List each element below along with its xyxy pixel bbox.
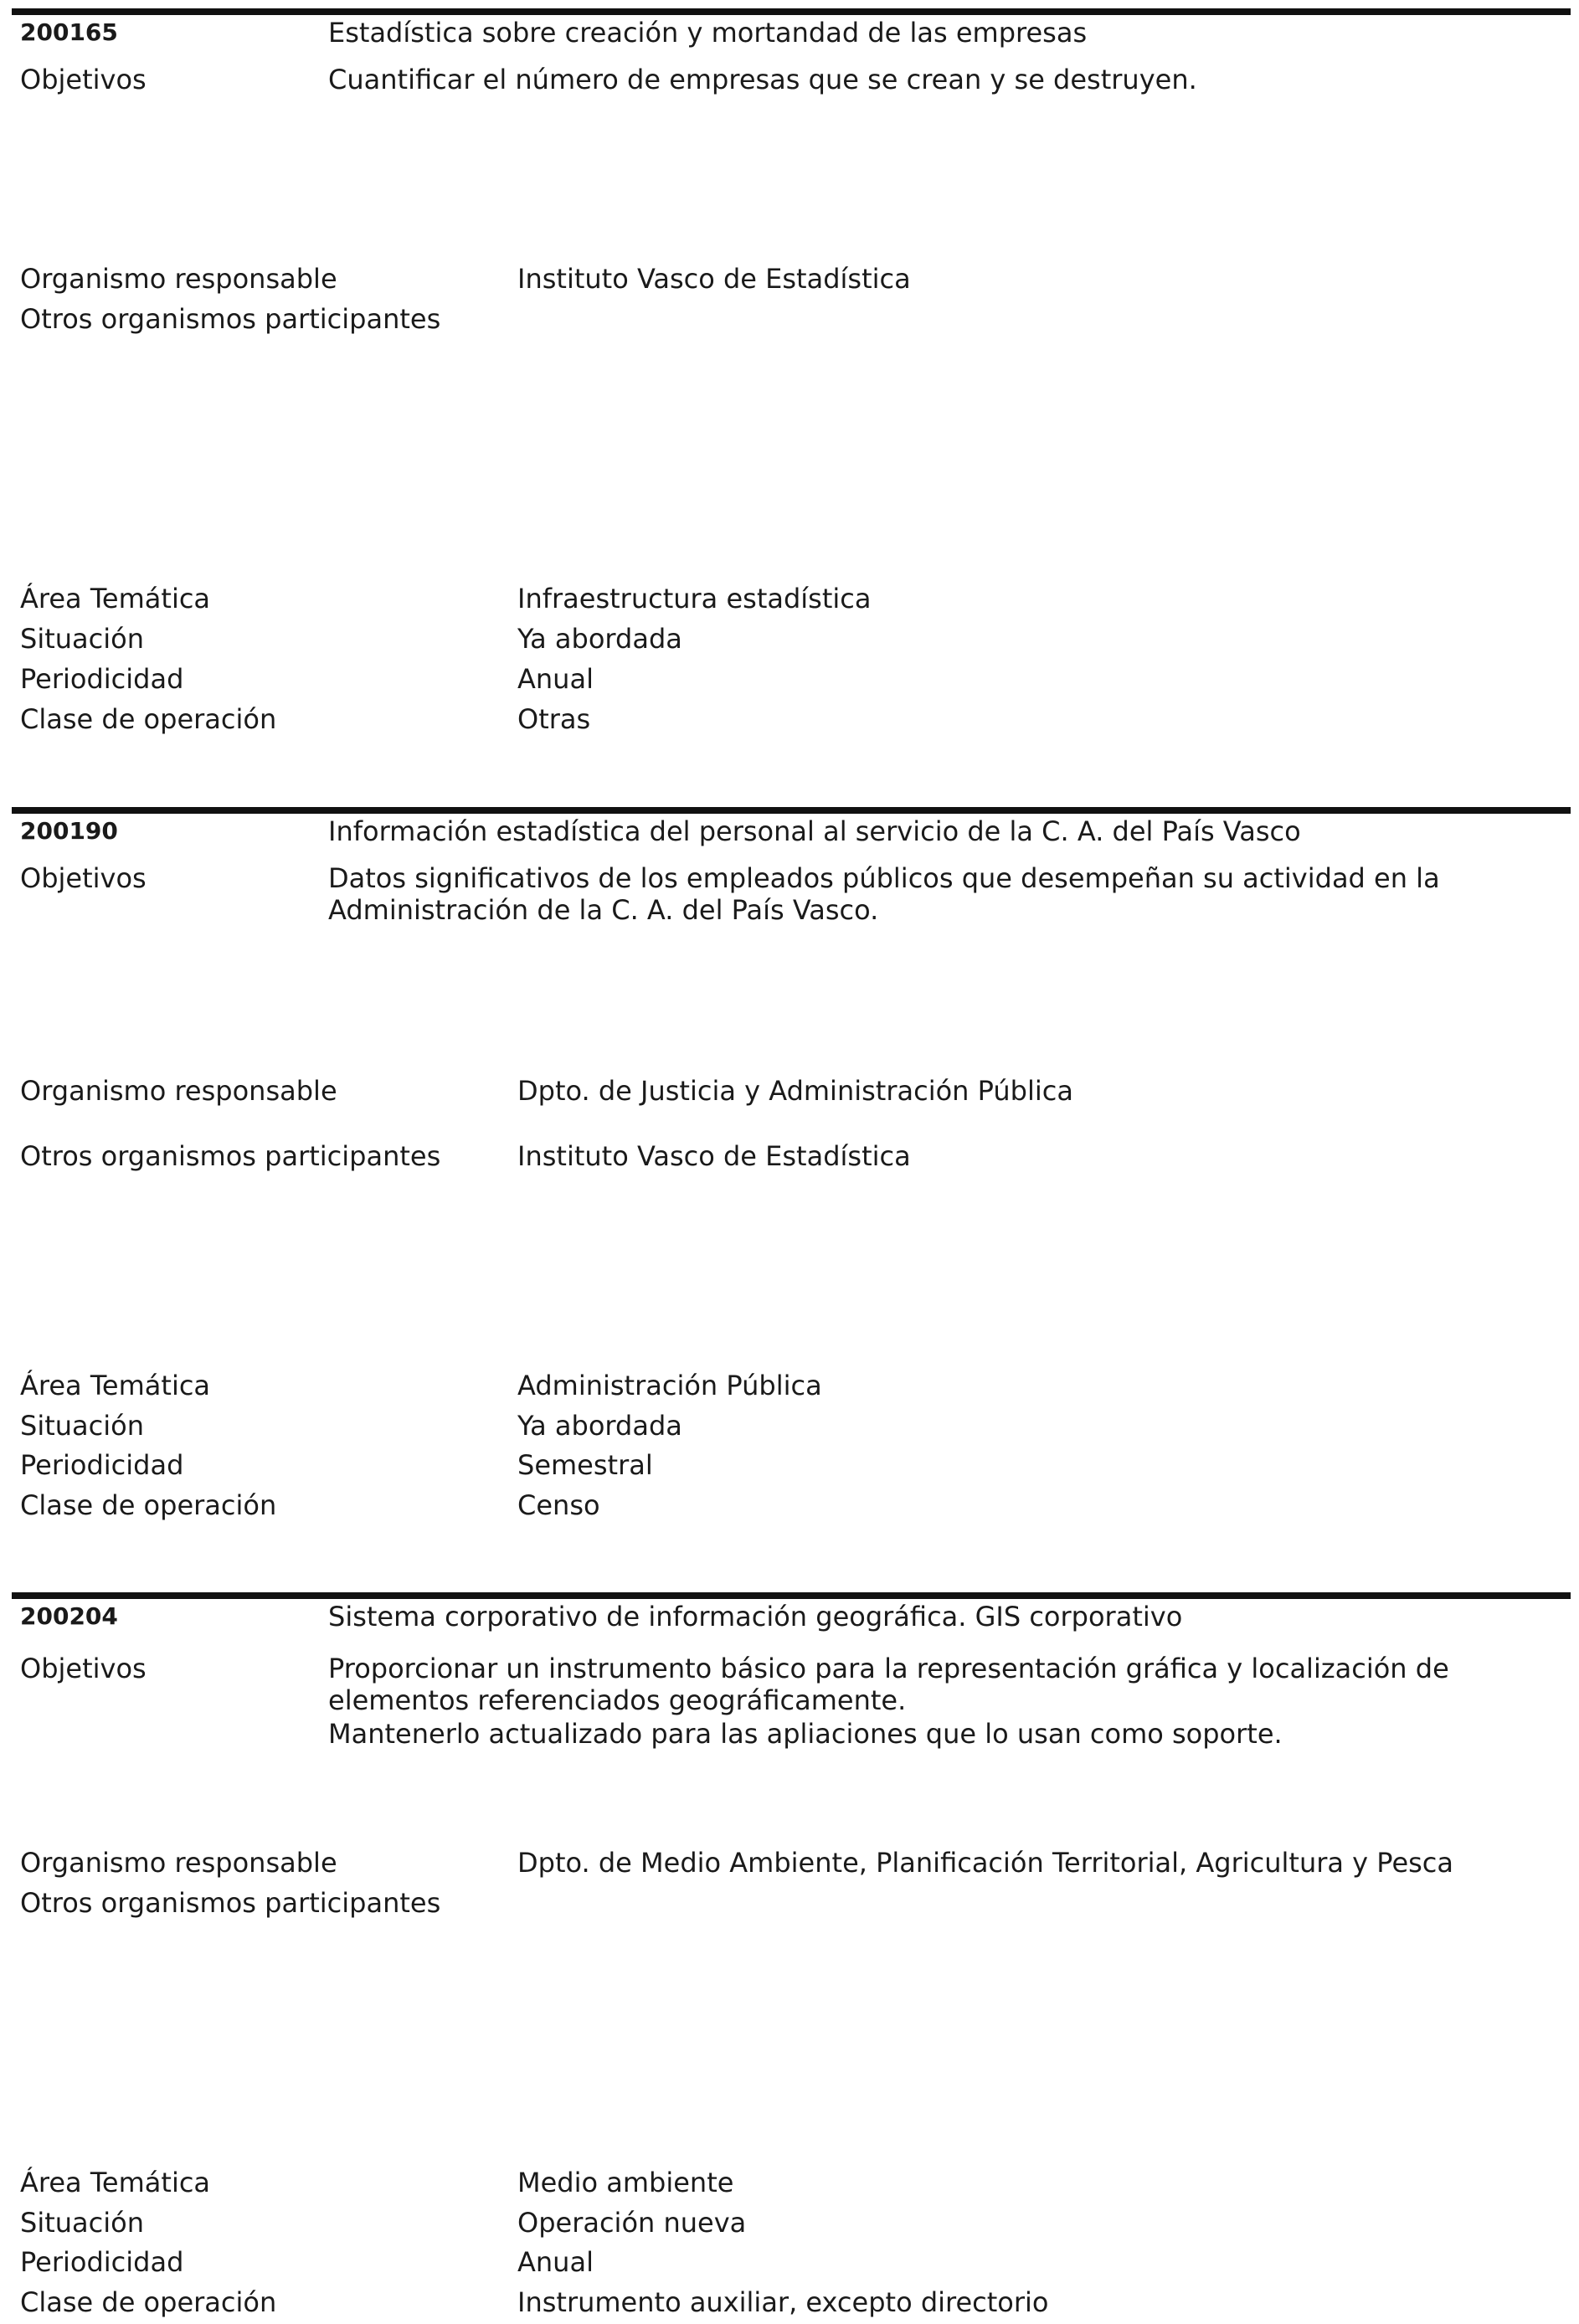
situacion-value: Ya abordada <box>517 1410 682 1442</box>
clase-label: Clase de operación <box>20 1489 277 1521</box>
record-code: 200165 <box>20 18 118 46</box>
organismo-label: Organismo responsable <box>20 1847 337 1879</box>
clase-label: Clase de operación <box>20 703 277 735</box>
record-title: Estadística sobre creación y mortandad de las empresas <box>328 17 1088 49</box>
objetivos-text: Mantenerlo actualizado para las apliaciones que lo usan como soporte. <box>328 1718 1283 1750</box>
periodicidad-value: Anual <box>517 2246 594 2278</box>
objetivos-text: Proporcionar un instrumento básico para la representación gráfica y localización de <box>328 1653 1449 1684</box>
situacion-label: Situación <box>20 623 144 655</box>
area-label: Área Temática <box>20 2167 211 2198</box>
situacion-value: Ya abordada <box>517 623 682 655</box>
clase-value: Instrumento auxiliar, excepto directorio <box>517 2286 1049 2318</box>
record-title: Sistema corporativo de información geográfica. GIS corporativo <box>328 1601 1183 1632</box>
objetivos-text: Cuantificar el número de empresas que se crean y se destruyen. <box>328 64 1197 95</box>
objetivos-text: Administración de la C. A. del País Vasco. <box>328 894 879 926</box>
objetivos-label: Objetivos <box>20 862 147 894</box>
objetivos-label: Objetivos <box>20 64 147 95</box>
otros-label: Otros organismos participantes <box>20 1887 441 1919</box>
area-label: Área Temática <box>20 583 211 614</box>
organismo-label: Organismo responsable <box>20 1075 337 1107</box>
situacion-value: Operación nueva <box>517 2207 747 2239</box>
area-label: Área Temática <box>20 1370 211 1401</box>
organismo-label: Organismo responsable <box>20 263 337 295</box>
organismo-value: Dpto. de Justicia y Administración Pública <box>517 1075 1073 1107</box>
record-code: 200190 <box>20 817 118 845</box>
record-code: 200204 <box>20 1602 118 1630</box>
objetivos-text: Datos significativos de los empleados públicos que desempeñan su actividad en la <box>328 862 1440 894</box>
periodicidad-value: Anual <box>517 663 594 695</box>
organismo-value: Dpto. de Medio Ambiente, Planificación Territorial, Agricultura y Pesca <box>517 1847 1453 1879</box>
record-divider <box>12 807 1571 814</box>
record-title: Información estadística del personal al servicio de la C. A. del País Vasco <box>328 815 1301 847</box>
organismo-value: Instituto Vasco de Estadística <box>517 263 911 295</box>
area-value: Medio ambiente <box>517 2167 734 2198</box>
situacion-label: Situación <box>20 1410 144 1442</box>
objetivos-label: Objetivos <box>20 1653 147 1684</box>
area-value: Infraestructura estadística <box>517 583 872 614</box>
clase-value: Otras <box>517 703 591 735</box>
otros-label: Otros organismos participantes <box>20 303 441 335</box>
periodicidad-label: Periodicidad <box>20 1449 184 1481</box>
situacion-label: Situación <box>20 2207 144 2239</box>
area-value: Administración Pública <box>517 1370 822 1401</box>
clase-value: Censo <box>517 1489 600 1521</box>
periodicidad-label: Periodicidad <box>20 663 184 695</box>
otros-label: Otros organismos participantes <box>20 1140 441 1172</box>
record-divider <box>12 1592 1571 1599</box>
periodicidad-label: Periodicidad <box>20 2246 184 2278</box>
objetivos-text: elementos referenciados geográficamente. <box>328 1684 907 1716</box>
clase-label: Clase de operación <box>20 2286 277 2318</box>
otros-value: Instituto Vasco de Estadística <box>517 1140 911 1172</box>
periodicidad-value: Semestral <box>517 1449 653 1481</box>
record-divider <box>12 8 1571 15</box>
